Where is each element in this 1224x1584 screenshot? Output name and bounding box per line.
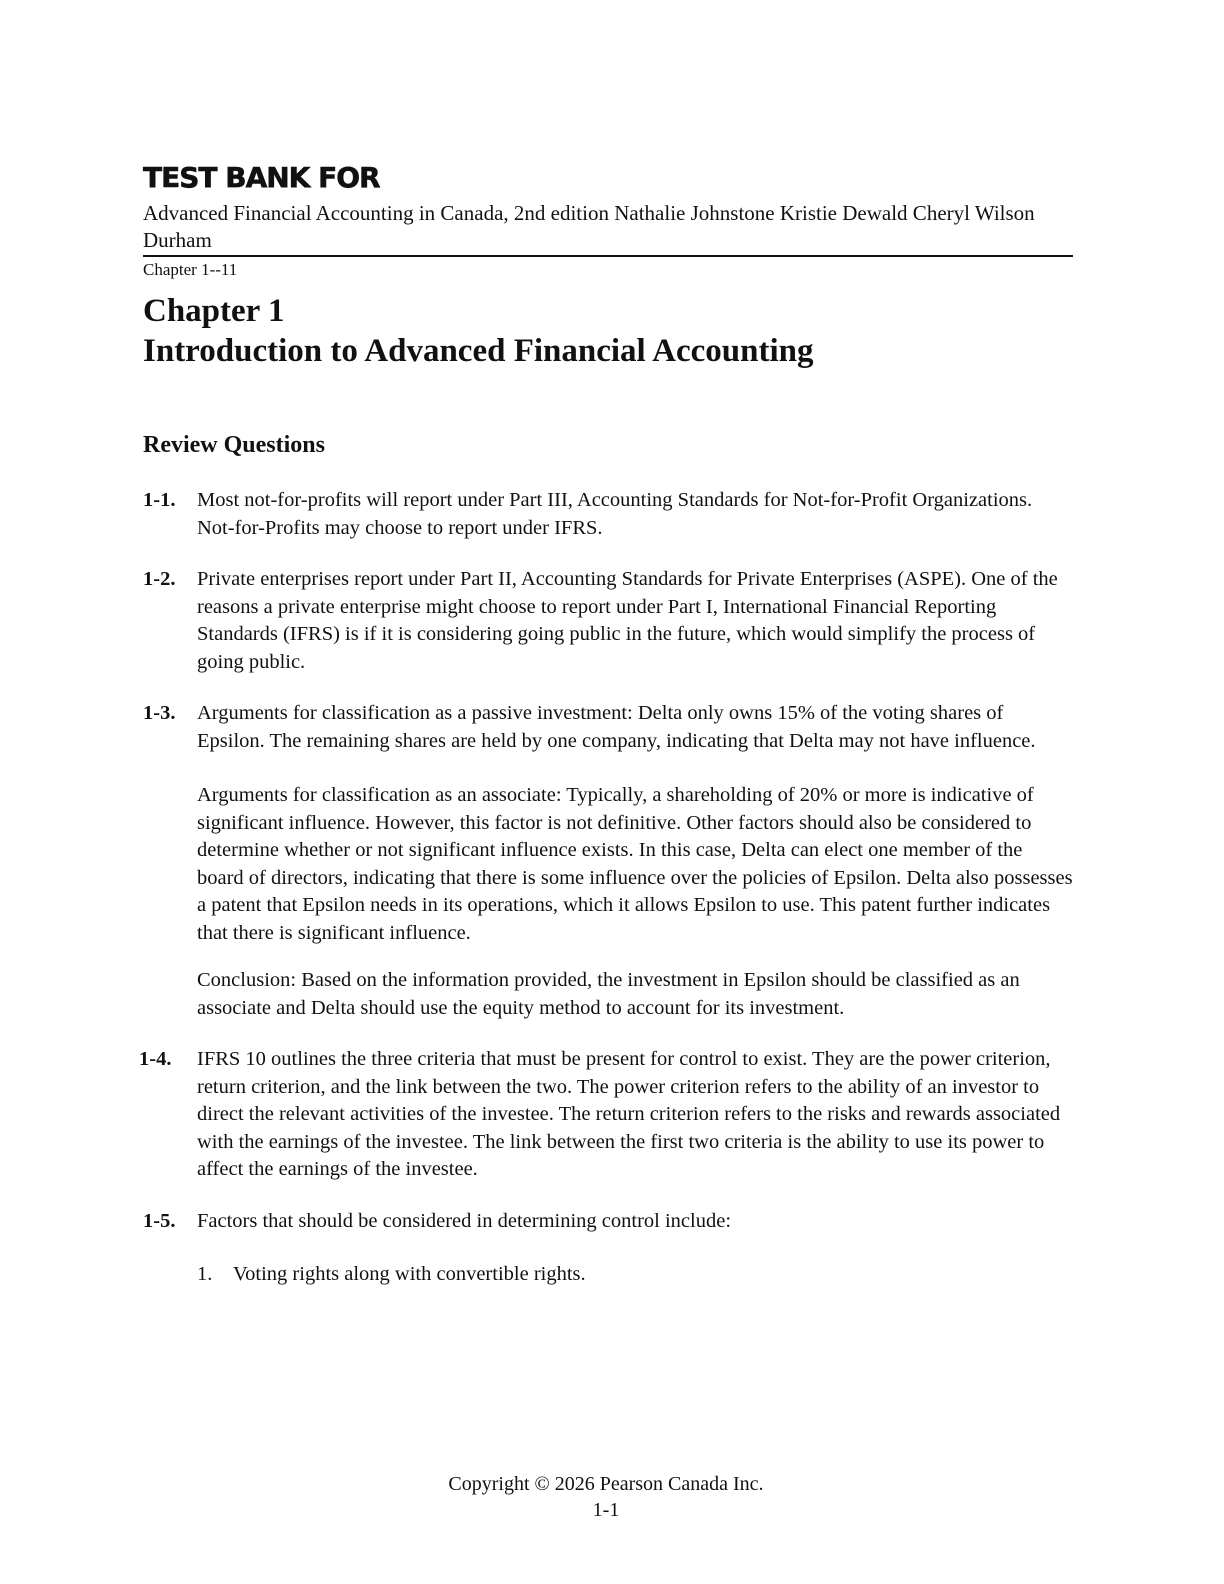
answer-paragraph: IFRS 10 outlines the three criteria that must be present for control to exist. They are the power criterion, return criterion, and the link between the two. The power criterion refers to the ability of an investor to direct the relevant activities of the investee. The return criterion refers to the risks and rewards associated with the earnings of the investee. The link between the first two criteria is the ability to use its power to affect the earnings of the investee. [197,1048,1061,1180]
review-question [143,700,1073,1022]
review-question [139,1046,1073,1184]
question-number: 1-5. [143,1209,176,1232]
page-content [139,160,1073,1289]
book-subtitle: Advanced Financial Accounting in Canada, 2nd edition Nathalie Johnstone Kristie Dewald Cheryl Wilson Durham [143,200,1073,257]
test-bank-heading: TEST BANK FOR [143,161,380,194]
answer-paragraph: Arguments for classification as a passive investment: Delta only owns 15% of the voting shares of Epsilon. The remaining shares are held by one company, indicating that Delta may not have influence. [197,702,1036,752]
review-question [143,487,1073,542]
page-footer [0,1471,1212,1523]
chapter-number: Chapter 1 [143,293,285,329]
answer-paragraph: Arguments for classification as an associate: Typically, a shareholding of 20% or more is indicative of significant influence. However, this factor is not definitive. Other factors should also be considered to determine whether or not significant influence exists. In this case, Delta can elect one member of the board of directors, indicating that there is some influence over the policies of Epsilon. Delta also possesses a patent that Epsilon needs in its operations, which it allows Epsilon to use. This patent further indicates that there is significant influence. [197,784,1073,944]
question-number: 1-4. [139,1048,172,1070]
answer-paragraph: Conclusion: Based on the information provided, the investment in Epsilon should be classified as an associate and Delta should use the equity method to account for its investment. [197,969,1020,1019]
review-question [143,1208,1073,1289]
chapter-title [143,291,1073,371]
page-number: 1-1 [592,1499,620,1521]
chapter-range: Chapter 1--11 [143,260,238,279]
question-number: 1-3. [143,702,176,724]
question-number: 1-1. [143,489,176,511]
list-item-text: Voting rights along with convertible rights. [233,1263,586,1285]
list-marker: 1. [197,1263,213,1285]
copyright-notice: Copyright © 2026 Pearson Canada Inc. [448,1473,764,1495]
chapter-name: Introduction to Advanced Financial Accounting [143,333,814,369]
review-question [143,566,1073,676]
question-number: 1-2. [143,568,176,590]
answer-paragraph: Factors that should be considered in determining control include: [197,1209,732,1232]
section-title: Review Questions [143,432,325,458]
answer-paragraph: Private enterprises report under Part II, Accounting Standards for Private Enterprises (ASPE). One of the reasons a private enterprise might choose to report under Part I, International Financial Reporting Standards (IFRS) is if it is considering going public in the future, which would simplify the process of going public. [197,568,1058,673]
answer-paragraph: Most not-for-profits will report under Part III, Accounting Standards for Not-for-Profit Organizations. Not-for-Profits may choose to report under IFRS. [197,489,1033,539]
list-item [197,1261,1073,1289]
